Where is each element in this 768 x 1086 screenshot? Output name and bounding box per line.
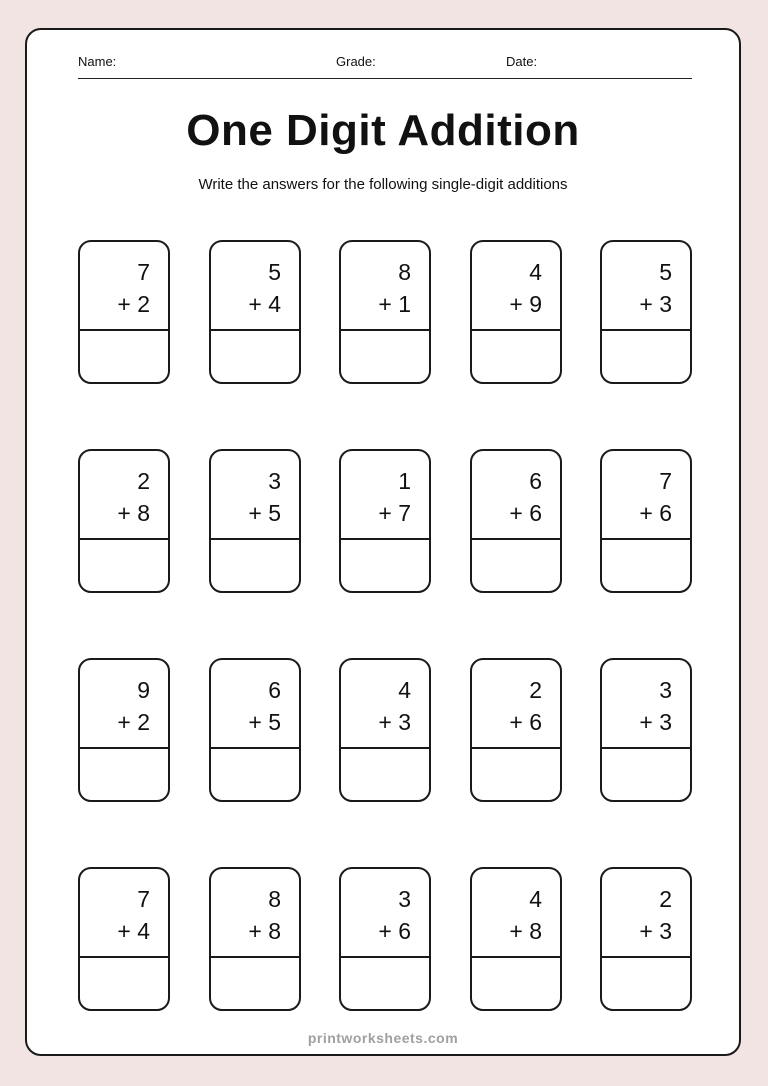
problem-card [209, 658, 301, 802]
answer-line [211, 747, 299, 749]
problem-card [600, 240, 692, 384]
problem-card [470, 240, 562, 384]
addend-bottom: + 1 [378, 291, 411, 317]
answer-line [80, 956, 168, 958]
answer-line [341, 329, 429, 331]
name-label: Name: [78, 54, 117, 69]
addend-top: 5 [659, 259, 672, 285]
addend-bottom: + 3 [639, 709, 672, 735]
addend-bottom: + 8 [509, 918, 542, 944]
addend-bottom: + 2 [117, 709, 150, 735]
student-info-row [78, 54, 692, 79]
addend-bottom: + 6 [509, 709, 542, 735]
worksheet-title: One Digit Addition [186, 106, 580, 155]
problem-card [209, 867, 301, 1011]
addend-bottom: + 4 [117, 918, 150, 944]
problem-card [78, 240, 170, 384]
answer-line [472, 747, 560, 749]
addend-top: 9 [137, 677, 150, 703]
problem-card [339, 658, 431, 802]
grade-label: Grade: [336, 54, 376, 69]
answer-line [211, 538, 299, 540]
answer-line [341, 747, 429, 749]
answer-line [80, 329, 168, 331]
addend-bottom: + 6 [639, 500, 672, 526]
answer-line [472, 329, 560, 331]
addend-bottom: + 5 [248, 500, 281, 526]
addend-bottom: + 8 [117, 500, 150, 526]
problem-card [600, 449, 692, 593]
worksheet-instructions: Write the answers for the following single-digit additions [198, 176, 568, 193]
addend-bottom: + 2 [117, 291, 150, 317]
problem-card [600, 658, 692, 802]
answer-line [472, 956, 560, 958]
addend-top: 6 [529, 468, 542, 494]
answer-line [80, 538, 168, 540]
problem-card [78, 449, 170, 593]
problem-card [470, 867, 562, 1011]
addend-top: 3 [659, 677, 672, 703]
answer-line [602, 747, 690, 749]
date-label: Date: [506, 54, 538, 69]
addend-top: 8 [268, 886, 281, 912]
answer-line [341, 538, 429, 540]
problem-card [470, 449, 562, 593]
answer-line [602, 538, 690, 540]
addend-top: 8 [398, 259, 411, 285]
addend-bottom: + 8 [248, 918, 281, 944]
problem-card [209, 449, 301, 593]
answer-line [472, 538, 560, 540]
answer-line [602, 956, 690, 958]
addend-top: 2 [659, 886, 672, 912]
addend-bottom: + 7 [378, 500, 411, 526]
problem-card [339, 867, 431, 1011]
addend-top: 3 [268, 468, 281, 494]
problem-grid [78, 240, 692, 1010]
problem-card [78, 867, 170, 1011]
addend-top: 6 [268, 677, 281, 703]
addend-bottom: + 3 [639, 291, 672, 317]
addend-bottom: + 5 [248, 709, 281, 735]
addend-bottom: + 9 [509, 291, 542, 317]
addend-bottom: + 3 [378, 709, 411, 735]
addend-top: 7 [137, 259, 150, 285]
problem-card [470, 658, 562, 802]
addend-top: 4 [398, 677, 411, 703]
addend-bottom: + 6 [509, 500, 542, 526]
answer-line [341, 956, 429, 958]
addend-top: 2 [529, 677, 542, 703]
answer-line [602, 329, 690, 331]
addend-top: 7 [659, 468, 672, 494]
answer-line [80, 747, 168, 749]
problem-card [78, 658, 170, 802]
answer-line [211, 329, 299, 331]
addend-top: 7 [137, 886, 150, 912]
addend-top: 3 [398, 886, 411, 912]
addend-top: 5 [268, 259, 281, 285]
problem-card [339, 449, 431, 593]
addend-top: 4 [529, 886, 542, 912]
problem-card [600, 867, 692, 1011]
addend-top: 4 [529, 259, 542, 285]
addend-bottom: + 4 [248, 291, 281, 317]
answer-line [211, 956, 299, 958]
worksheet-page [25, 28, 741, 1056]
problem-card [209, 240, 301, 384]
addend-bottom: + 3 [639, 918, 672, 944]
problem-card [339, 240, 431, 384]
addend-top: 2 [137, 468, 150, 494]
site-watermark: printworksheets.com [307, 1030, 459, 1046]
addend-bottom: + 6 [378, 918, 411, 944]
addend-top: 1 [398, 468, 411, 494]
